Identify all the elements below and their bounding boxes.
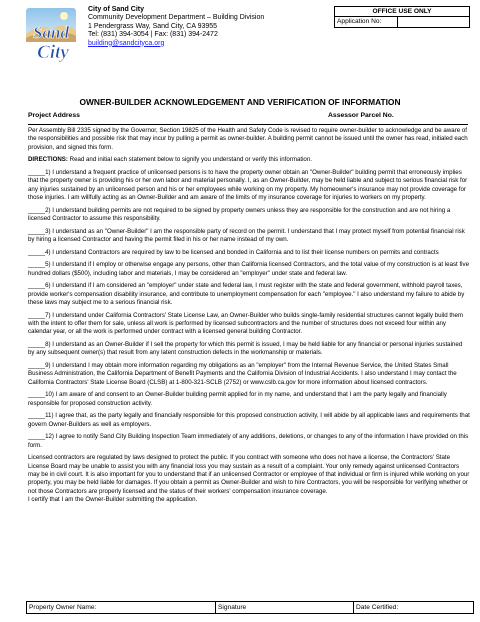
item-4[interactable] — [28, 249, 470, 257]
directions — [28, 156, 470, 164]
intro-paragraph: Per Assembly Bill 2335 signed by the Governor, Section 19825 of the Health and Safety Code is revised to require owner-builder to acknowledge and be aware of the responsibilities and possible risk that may incur by pulling a permit as owner-builder. A building permit cannot be issued until the owner has read, initialed each provision, and signed this form. — [28, 127, 468, 151]
signature-field[interactable]: Signature — [215, 602, 246, 613]
item-text: I understand if I employ or otherwise engage any persons, other than California licensed Contractors, and the total value of my construction is at least five hundred dollars ($500), including labor and materials, I may be considered an "employer" under state and federal law. — [28, 261, 470, 277]
application-no-label: Application No: — [337, 18, 382, 25]
item-text: I understand if I am considered an "employer" under state and federal law, I must register with the state and federal government, withhold payroll taxes, provide worker's compensation disability insurance, and contribute to unemployment compensation for each "employee." I also understand my failure to abide by these laws may subject me to a serious financial risk. — [28, 282, 465, 306]
org-phone-fax: Tel: (831) 394-3054 | Fax: (831) 394-2472 — [88, 31, 218, 39]
item-initial-blank[interactable]: _____1) — [28, 168, 51, 176]
project-address-label: Project Address — [28, 112, 80, 119]
item-2[interactable] — [28, 207, 470, 224]
directions-label: DIRECTIONS: — [28, 156, 68, 164]
header — [0, 0, 480, 72]
item-12[interactable] — [28, 433, 470, 450]
office-use-box — [334, 6, 470, 28]
item-6[interactable] — [28, 282, 470, 307]
item-text: I understand I may obtain more information regarding my obligations as an "employer" from the Internal Revenue Service, the United States Small Business Administration, the California Department of Benefit Payments and the California Division of Industrial Accidents. I also understand I may contact the California Contractors' State License Board (CLSB) at 1-800-321-SCLB (2752) or www.cslb.ca.gov for more information about licensed contractors. — [28, 361, 457, 386]
org-name: City of Sand City — [88, 6, 145, 13]
item-1[interactable] — [28, 169, 470, 202]
item-initial-blank[interactable]: _____2) — [28, 206, 51, 214]
item-10[interactable] — [28, 391, 470, 408]
item-text: I agree to notify Sand City Building Inspection Team immediately of any additions, deletions, or changes to any of the information I have provided on this form. — [28, 433, 469, 449]
form-title: OWNER-BUILDER ACKNOWLEDGEMENT AND VERIFICATION OF INFORMATION — [79, 97, 401, 107]
item-text: I agree that, as the party legally and financially responsible for this proposed construction activity, I will abide by all applicable laws and requirements that govern Owner-Builders as well as employers. — [28, 412, 470, 428]
item-initial-blank[interactable]: _____8) — [28, 340, 51, 348]
application-no-divider — [397, 17, 398, 28]
item-text: I understand as an "Owner-Builder" I am the responsible party of record on the permit. I understand that I may protect myself from potential financial risk by hiring a licensed Contractor and having the permit filed in his or her name instead of my own. — [28, 227, 465, 243]
item-initial-blank[interactable]: _____11) — [28, 412, 54, 420]
assessor-parcel-label: Assessor Parcel No. — [328, 112, 394, 119]
closing-paragraph — [28, 454, 470, 504]
item-text: I understand a frequent practice of unlicensed persons is to have the property owner obtain an "Owner-Builder" building permit that erroneously implies that the property owner is providing his or her own labor and material personally. I, as an Owner-Builder, may be held liable and subject to serious financial risk for any injuries sustained by an unlicensed person and his or her employees while working on my property. My homeowner's insurance may not provide coverage for those injuries. I am willfully acting as an Owner-Builder and am aware of the limits of my insurance coverage for injuries to workers on my property. — [28, 168, 468, 201]
item-text: I understand Contractors are required by law to be licensed and bonded in California and to list their license numbers on permits and contracts — [50, 248, 439, 256]
logo-text-sand: Sand — [33, 23, 69, 42]
item-initial-blank[interactable]: _____7) — [28, 311, 51, 319]
item-initial-blank[interactable]: _____12) — [28, 433, 54, 441]
item-3[interactable] — [28, 228, 470, 245]
item-initial-blank[interactable]: _____6) — [28, 282, 51, 290]
item-initial-blank[interactable]: _____4) — [28, 248, 51, 256]
item-text: I am aware of and consent to an Owner-Builder building permit applied for in my name, and understand that I am the party legally and financially responsible for proposed construction activity. — [28, 391, 447, 407]
item-initial-blank[interactable]: _____5) — [28, 261, 51, 269]
logo-text-city: City — [37, 42, 69, 63]
item-text: I understand building permits are not required to be signed by property owners unless they are responsible for the construction and are not hiring a licensed Contractor to assume this responsibility. — [28, 206, 451, 222]
date-certified-field[interactable]: Date Certified: — [353, 602, 398, 613]
item-5[interactable] — [28, 261, 470, 278]
email-link[interactable]: building@sandcityca.org — [88, 39, 165, 47]
city-logo — [20, 4, 82, 66]
owner-name-field[interactable]: Property Owner Name: — [29, 604, 97, 611]
application-no-field[interactable] — [335, 17, 469, 27]
item-11[interactable] — [28, 412, 470, 429]
item-8[interactable] — [28, 341, 470, 358]
signature-row — [26, 601, 474, 614]
form-content — [28, 127, 470, 504]
item-7[interactable] — [28, 312, 470, 337]
certify-text: I certify that I am the Owner-Builder submitting the application. — [28, 495, 198, 503]
address-row[interactable] — [28, 112, 468, 125]
department: Community Development Department – Building Division — [88, 14, 265, 22]
item-initial-blank[interactable]: _____3) — [28, 227, 51, 235]
item-initial-blank[interactable]: _____9) — [28, 361, 51, 369]
item-text: I understand as an Owner-Builder if I sell the property for which this permit is issued, I may be held liable for any financial or personal injuries sustained by any subsequent owner(s) that result from any latent construction defects in the workmanship or materials. — [28, 340, 463, 357]
item-text: I understand under California Contractors' State License Law, an Owner-Builder who builds single-family residential structures cannot legally build them with the intent to offer them for sale, unless all work is performed by licensed subcontractors and the number of structures does not exceed four within any calendar year, or all the work is performed under contract with a licensed general building Contractor. — [28, 311, 464, 336]
item-9[interactable] — [28, 362, 470, 387]
office-use-heading: OFFICE USE ONLY — [335, 7, 469, 17]
org-info — [88, 6, 264, 48]
org-address: 1 Pendergrass Way, Sand City, CA 93955 — [88, 22, 218, 30]
directions-text: Read and initial each statement below to signify you understand or verify this information. — [67, 156, 312, 164]
closing-text: Licensed contractors are regulated by laws designed to protect the public. If you contract with someone who does not have a license, the Contractors' State License Board may be unable to assist you with any financial loss you may sustain as a result of a complaint. Your only remedy against unlicensed Contractors may be in civil court. It is also important for you to understand that if an unlicensed Contractor or employee of that individual or firm is injured while working on your property, you may be held liable for damages. If you obtain a permit as Owner-Builder and wish to hire Contractors, you will be responsible for verifying whether or not those Contractors are properly licensed and the status of their workers' compensation insurance coverage. — [28, 454, 470, 495]
item-initial-blank[interactable]: _____10) — [28, 391, 54, 399]
